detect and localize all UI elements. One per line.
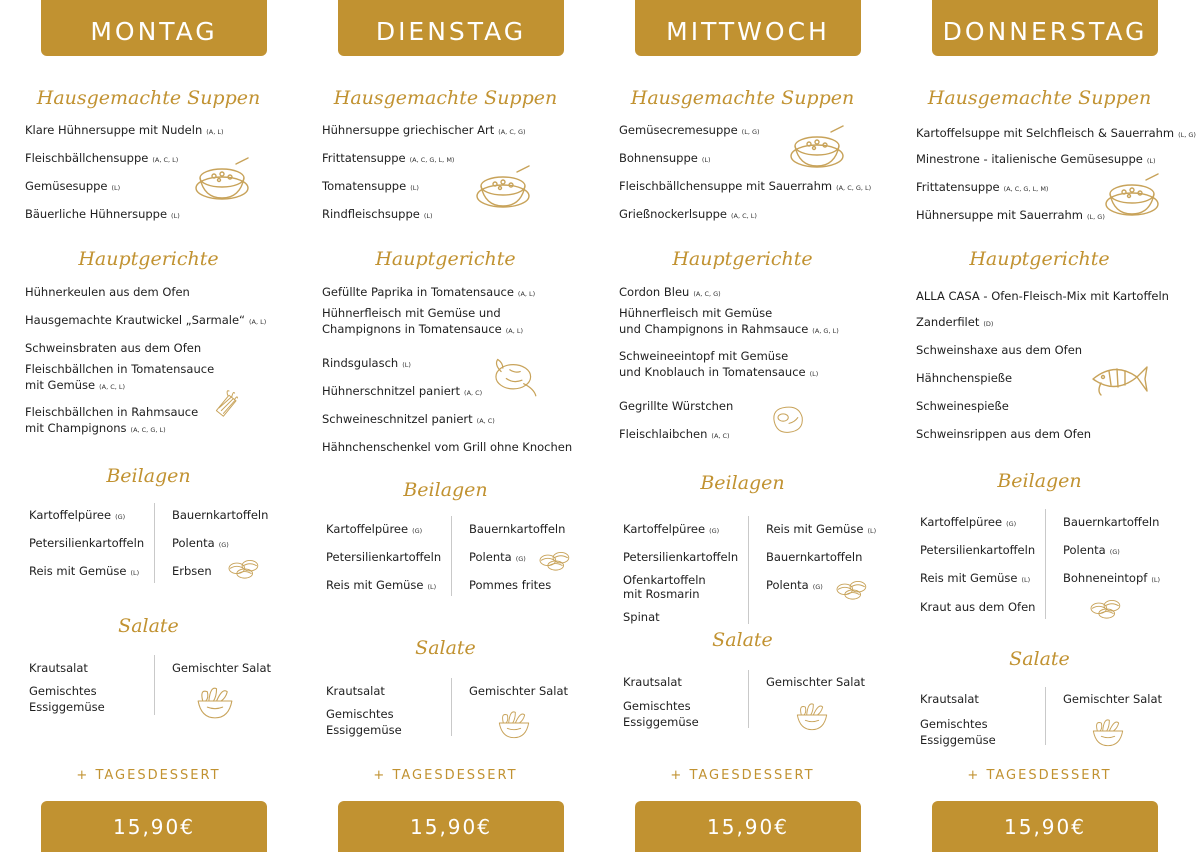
side-dish-item <box>920 515 1016 531</box>
side-name-line: Erbsen <box>172 564 212 578</box>
side-dish-item <box>29 508 125 524</box>
salad-illustration-icon <box>1088 708 1128 754</box>
soup-item <box>322 123 526 140</box>
dish-name-line: Gegrillte Würstchen <box>619 399 734 413</box>
side-name-line: Petersilienkartoffeln <box>29 536 145 550</box>
side-name-line: Polenta <box>766 578 809 592</box>
main-dish-item <box>322 411 495 429</box>
dish-name-line: Schweinsrippen aus dem Ofen <box>916 427 1092 441</box>
dish-name-line: Cordon Bleu <box>619 285 690 299</box>
dish-name: Fleischbällchensuppe <box>25 151 149 165</box>
salads-heading: Salate <box>712 629 773 651</box>
side-dish-item <box>1063 571 1160 587</box>
allergen-codes: (A, C, G, L, M) <box>409 156 455 164</box>
side-dish-item <box>920 571 1030 587</box>
side-dish-item <box>29 564 139 580</box>
main-dish-item <box>619 284 721 302</box>
allergen-codes: (L) <box>867 527 877 535</box>
allergen-codes: (A, C) <box>464 389 483 397</box>
salad-item <box>29 683 105 715</box>
column-divider <box>1045 509 1046 619</box>
soup-item <box>322 207 433 224</box>
side-dish-item <box>920 543 1039 559</box>
salad-illustration-icon <box>494 700 534 746</box>
dish-name: Gemüsecremesuppe <box>619 123 738 137</box>
allergen-codes: (L) <box>1146 157 1156 165</box>
allergen-codes: (L) <box>1151 576 1161 584</box>
column-divider <box>451 678 452 736</box>
salad-item <box>766 674 865 690</box>
side-name-line: Reis mit Gemüse <box>766 522 864 536</box>
side-name-line: Pommes frites <box>469 578 552 592</box>
salad-illustration-icon <box>792 692 832 738</box>
side-name-line: Polenta <box>469 550 512 564</box>
dish-name: Frittatensuppe <box>916 180 1000 194</box>
side-name-line: mit Rosmarin <box>623 587 700 601</box>
dish-name-line: und Champignons in Rahmsauce <box>619 322 809 336</box>
dish-name: Klare Hühnersuppe mit Nudeln <box>25 123 203 137</box>
main-dish-item <box>322 284 535 302</box>
dumplings-illustration-icon <box>534 542 580 576</box>
side-name-line: Spinat <box>623 610 660 624</box>
soup-item <box>25 179 120 196</box>
allergen-codes: (G) <box>218 541 229 549</box>
fish-illustration-icon <box>1086 355 1148 407</box>
allergen-codes: (D) <box>983 320 994 328</box>
allergen-codes: (G) <box>412 527 423 535</box>
salad-name-line: Krautsalat <box>326 684 385 698</box>
main-dish-item <box>25 361 214 395</box>
salad-item <box>623 674 682 690</box>
salad-name-line: Gemischter Salat <box>766 675 866 689</box>
side-name-line: Petersilienkartoffeln <box>326 550 442 564</box>
soup-item <box>916 180 1048 197</box>
dish-name: Rindfleischsuppe <box>322 207 420 221</box>
dish-name: Fleischbällchensuppe mit Sauerrahm <box>619 179 833 193</box>
main-dish-item <box>25 340 205 358</box>
soup-item <box>25 207 180 224</box>
main-dish-item <box>25 312 266 330</box>
side-name-line: Kartoffelpüree <box>29 508 112 522</box>
salad-name-line: Gemischter Salat <box>172 661 272 675</box>
allergen-codes: (L, G) <box>1087 213 1105 221</box>
main-dish-item <box>322 439 576 457</box>
ribs-illustration-icon <box>208 380 250 430</box>
mains-heading: Hauptgerichte <box>672 248 813 270</box>
soup-item <box>619 123 760 140</box>
soup-illustration-icon <box>786 122 848 174</box>
sides-heading: Beilagen <box>700 472 785 494</box>
salad-item <box>920 716 996 748</box>
dish-name-line: Hühnerkeulen aus dem Ofen <box>25 285 190 299</box>
side-name-line: Kraut aus dem Ofen <box>920 600 1036 614</box>
daily-dessert-label: + TAGESDESSERT <box>967 768 1112 783</box>
price-badge: 15,90€ <box>338 801 564 852</box>
mains-heading: Hauptgerichte <box>78 248 219 270</box>
dish-name-line: Hähnchenspieße <box>916 371 1013 385</box>
main-dish-item <box>916 398 1013 416</box>
day-column-0 <box>0 0 297 852</box>
dish-name-line: Hühnerschnitzel paniert <box>322 384 461 398</box>
soups-heading: Hausgemachte Suppen <box>333 87 558 109</box>
allergen-codes: (L) <box>130 569 140 577</box>
allergen-codes: (A, C, L) <box>731 212 757 220</box>
dish-name-line: Schweinsbraten aus dem Ofen <box>25 341 202 355</box>
day-column-2 <box>594 0 891 852</box>
dish-name: Minestrone - italienische Gemüsesuppe <box>916 152 1143 166</box>
salad-illustration-icon <box>192 678 238 724</box>
mains-heading: Hauptgerichte <box>375 248 516 270</box>
side-name-line: Ofenkartoffeln <box>623 573 706 587</box>
salad-name-line: Gemischter Salat <box>1063 692 1163 706</box>
side-dish-item <box>766 578 823 594</box>
dish-name-line: Champignons in Tomatensauce <box>322 322 502 336</box>
daily-dessert-label: + TAGESDESSERT <box>76 768 221 783</box>
day-header: DONNERSTAG <box>932 0 1158 56</box>
main-dish-item <box>916 370 1016 388</box>
side-name-line: Kartoffelpüree <box>623 522 706 536</box>
day-header: DIENSTAG <box>338 0 564 56</box>
allergen-codes: (L) <box>402 361 411 369</box>
salad-name-line: Krautsalat <box>623 675 682 689</box>
soup-item <box>916 152 1156 169</box>
soups-heading: Hausgemachte Suppen <box>36 87 261 109</box>
allergen-codes: (A, C, G, L) <box>836 184 872 192</box>
allergen-codes: (A, C, G, L) <box>130 426 166 434</box>
allergen-codes: (L) <box>701 156 711 164</box>
dish-name-line: Schweinespieße <box>916 399 1009 413</box>
steak-illustration-icon <box>767 397 811 441</box>
daily-dessert-label: + TAGESDESSERT <box>373 768 518 783</box>
soup-illustration-icon <box>191 154 253 206</box>
salad-item <box>29 660 88 676</box>
column-divider <box>154 655 155 715</box>
main-dish-item <box>619 305 839 339</box>
salad-name-line: Essiggemüse <box>623 715 699 729</box>
salad-name-line: Gemischtes <box>920 717 988 731</box>
side-dish-item <box>326 578 436 594</box>
side-dish-item <box>29 536 148 552</box>
soup-item <box>25 123 224 140</box>
price-badge: 15,90€ <box>41 801 267 852</box>
soups-heading: Hausgemachte Suppen <box>927 87 1152 109</box>
side-name-line: Bohneneintopf <box>1063 571 1148 585</box>
allergen-codes: (A, C) <box>476 417 495 425</box>
allergen-codes: (G) <box>1109 548 1120 556</box>
soup-item <box>619 151 711 168</box>
side-name-line: Petersilienkartoffeln <box>920 543 1036 557</box>
side-name-line: Bauernkartoffeln <box>469 522 566 536</box>
main-dish-item <box>25 404 198 438</box>
soup-item <box>322 151 454 168</box>
salad-name-line: Krautsalat <box>920 692 979 706</box>
side-name-line: Bauernkartoffeln <box>766 550 863 564</box>
dish-name: Bohnensuppe <box>619 151 698 165</box>
allergen-codes: (L) <box>410 184 419 192</box>
salad-item <box>469 683 568 699</box>
allergen-codes: (L) <box>111 184 121 192</box>
soup-item <box>916 126 1196 143</box>
soup-illustration-icon <box>1101 170 1163 222</box>
salad-item <box>172 660 271 676</box>
side-dish-item <box>326 550 445 566</box>
side-dish-item <box>469 550 526 566</box>
dish-name-line: und Knoblauch in Tomatensauce <box>619 365 806 379</box>
side-dish-item <box>623 550 742 566</box>
side-name-line: Polenta <box>1063 543 1106 557</box>
allergen-codes: (L, G) <box>1178 131 1196 139</box>
main-dish-item <box>25 284 194 302</box>
side-name-line: Petersilienkartoffeln <box>623 550 739 564</box>
side-name-line: Kartoffelpüree <box>326 522 409 536</box>
chicken-illustration-icon <box>489 350 541 400</box>
allergen-codes: (A, C) <box>711 432 730 440</box>
salad-name-line: Gemischtes <box>29 684 97 698</box>
side-dish-item <box>623 573 706 603</box>
salad-item <box>326 706 402 738</box>
salad-item <box>623 698 699 730</box>
salad-item <box>326 683 385 699</box>
allergen-codes: (G) <box>709 527 720 535</box>
dumplings-illustration-icon <box>1085 590 1131 624</box>
main-dish-item <box>916 342 1086 360</box>
side-name-line: Bauernkartoffeln <box>172 508 269 522</box>
side-name-line: Kartoffelpüree <box>920 515 1003 529</box>
dish-name: Frittatensuppe <box>322 151 406 165</box>
allergen-codes: (L) <box>1021 576 1031 584</box>
daily-dessert-label: + TAGESDESSERT <box>670 768 815 783</box>
sides-heading: Beilagen <box>106 465 191 487</box>
salad-name-line: Essiggemüse <box>920 733 996 747</box>
price-badge: 15,90€ <box>635 801 861 852</box>
dish-name: Gemüsesuppe <box>25 179 108 193</box>
column-divider <box>154 503 155 583</box>
allergen-codes: (L) <box>423 212 433 220</box>
salad-name-line: Gemischter Salat <box>469 684 569 698</box>
day-header: MITTWOCH <box>635 0 861 56</box>
side-name-line: Reis mit Gemüse <box>326 578 424 592</box>
main-dish-item <box>619 426 730 444</box>
day-column-1 <box>297 0 594 852</box>
dish-name-line: Hühnerfleisch mit Gemüse <box>619 306 773 320</box>
soup-item <box>25 151 178 168</box>
dish-name: Tomatensuppe <box>322 179 407 193</box>
main-dish-item <box>916 288 1173 306</box>
side-name-line: Reis mit Gemüse <box>920 571 1018 585</box>
side-dish-item <box>469 522 569 538</box>
dish-name: Bäuerliche Hühnersuppe <box>25 207 168 221</box>
allergen-codes: (A, C, L) <box>152 156 179 164</box>
allergen-codes: (A, C, L) <box>99 383 126 391</box>
main-dish-item <box>619 348 818 382</box>
allergen-codes: (L, G) <box>741 128 760 136</box>
sides-heading: Beilagen <box>997 470 1082 492</box>
day-header: MONTAG <box>41 0 267 56</box>
salads-heading: Salate <box>1009 648 1070 670</box>
soup-item <box>619 179 871 196</box>
side-dish-item <box>1063 543 1120 559</box>
side-dish-item <box>172 536 229 552</box>
side-dish-item <box>172 508 272 524</box>
allergen-codes: (G) <box>115 513 126 521</box>
allergen-codes: (L) <box>427 583 437 591</box>
dish-name-line: Gefüllte Paprika in Tomatensauce <box>322 285 514 299</box>
side-name-line: Reis mit Gemüse <box>29 564 127 578</box>
dish-name: Kartoffelsuppe mit Selchfleisch & Sauerrahm <box>916 126 1175 140</box>
main-dish-item <box>322 355 411 373</box>
dish-name-line: Schweineeintopf mit Gemüse <box>619 349 789 363</box>
allergen-codes: (A, G, L) <box>812 327 839 335</box>
dumplings-illustration-icon <box>831 571 877 605</box>
day-column-3 <box>891 0 1196 852</box>
soup-item <box>916 208 1105 225</box>
allergen-codes: (A, L) <box>248 318 267 326</box>
salad-item <box>1063 691 1162 707</box>
allergen-codes: (A, C, G, L, M) <box>1003 185 1049 193</box>
side-dish-item <box>766 522 876 538</box>
main-dish-item <box>916 426 1095 444</box>
side-name-line: Bauernkartoffeln <box>1063 515 1160 529</box>
salad-name-line: Gemischtes <box>326 707 394 721</box>
allergen-codes: (A, L) <box>505 327 523 335</box>
dish-name-line: Hausgemachte Krautwickel „Sarmale“ <box>25 313 245 327</box>
salads-heading: Salate <box>415 637 476 659</box>
dish-name-line: Fleischlaibchen <box>619 427 708 441</box>
column-divider <box>1045 687 1046 745</box>
side-dish-item <box>920 600 1039 616</box>
salad-name-line: Krautsalat <box>29 661 88 675</box>
allergen-codes: (L) <box>809 370 819 378</box>
dish-name-line: Schweineschnitzel paniert <box>322 412 473 426</box>
main-dish-item <box>619 398 737 416</box>
column-divider <box>748 670 749 728</box>
salad-name-line: Essiggemüse <box>326 723 402 737</box>
price-badge: 15,90€ <box>932 801 1158 852</box>
side-dish-item <box>623 522 719 538</box>
dish-name: Hühnersuppe mit Sauerrahm <box>916 208 1083 222</box>
column-divider <box>748 516 749 624</box>
side-dish-item <box>1063 515 1163 531</box>
allergen-codes: (A, C, G) <box>693 290 721 298</box>
soups-heading: Hausgemachte Suppen <box>630 87 855 109</box>
dish-name-line: Rindsgulasch <box>322 356 399 370</box>
dish-name-line: Zanderfilet <box>916 315 980 329</box>
sides-heading: Beilagen <box>403 479 488 501</box>
dish-name-line: mit Champignons <box>25 421 127 435</box>
dish-name-line: ALLA CASA - Ofen-Fleisch-Mix mit Kartoffeln <box>916 289 1169 303</box>
allergen-codes: (G) <box>1006 520 1017 528</box>
salad-name-line: Gemischtes <box>623 699 691 713</box>
soup-item <box>619 207 757 224</box>
allergen-codes: (G) <box>812 583 823 591</box>
allergen-codes: (A, C, G) <box>498 128 526 136</box>
soup-item <box>322 179 419 196</box>
salads-heading: Salate <box>118 615 179 637</box>
side-dish-item <box>623 610 664 626</box>
side-dish-item <box>172 564 216 580</box>
dish-name: Hühnersuppe griechischer Art <box>322 123 495 137</box>
soup-illustration-icon <box>472 162 534 214</box>
allergen-codes: (L) <box>171 212 180 220</box>
main-dish-item <box>916 314 993 332</box>
salad-name-line: Essiggemüse <box>29 700 105 714</box>
side-name-line: Polenta <box>172 536 215 550</box>
side-dish-item <box>469 578 555 594</box>
dish-name-line: Schweinshaxe aus dem Ofen <box>916 343 1083 357</box>
side-dish-item <box>766 550 866 566</box>
main-dish-item <box>322 305 523 339</box>
allergen-codes: (G) <box>515 555 526 563</box>
dish-name-line: Hähnchenschenkel vom Grill ohne Knochen <box>322 440 573 454</box>
mains-heading: Hauptgerichte <box>969 248 1110 270</box>
dish-name-line: mit Gemüse <box>25 378 96 392</box>
dish-name-line: Fleischbällchen in Tomatensauce <box>25 362 215 376</box>
main-dish-item <box>322 383 482 401</box>
dish-name-line: Hühnerfleisch mit Gemüse und <box>322 306 501 320</box>
allergen-codes: (A, L) <box>206 128 224 136</box>
column-divider <box>451 516 452 596</box>
side-dish-item <box>326 522 422 538</box>
salad-item <box>920 691 979 707</box>
allergen-codes: (A, L) <box>517 290 536 298</box>
dish-name-line: Fleischbällchen in Rahmsauce <box>25 405 199 419</box>
dumplings-illustration-icon <box>223 550 269 584</box>
dish-name: Grießnockerlsuppe <box>619 207 728 221</box>
